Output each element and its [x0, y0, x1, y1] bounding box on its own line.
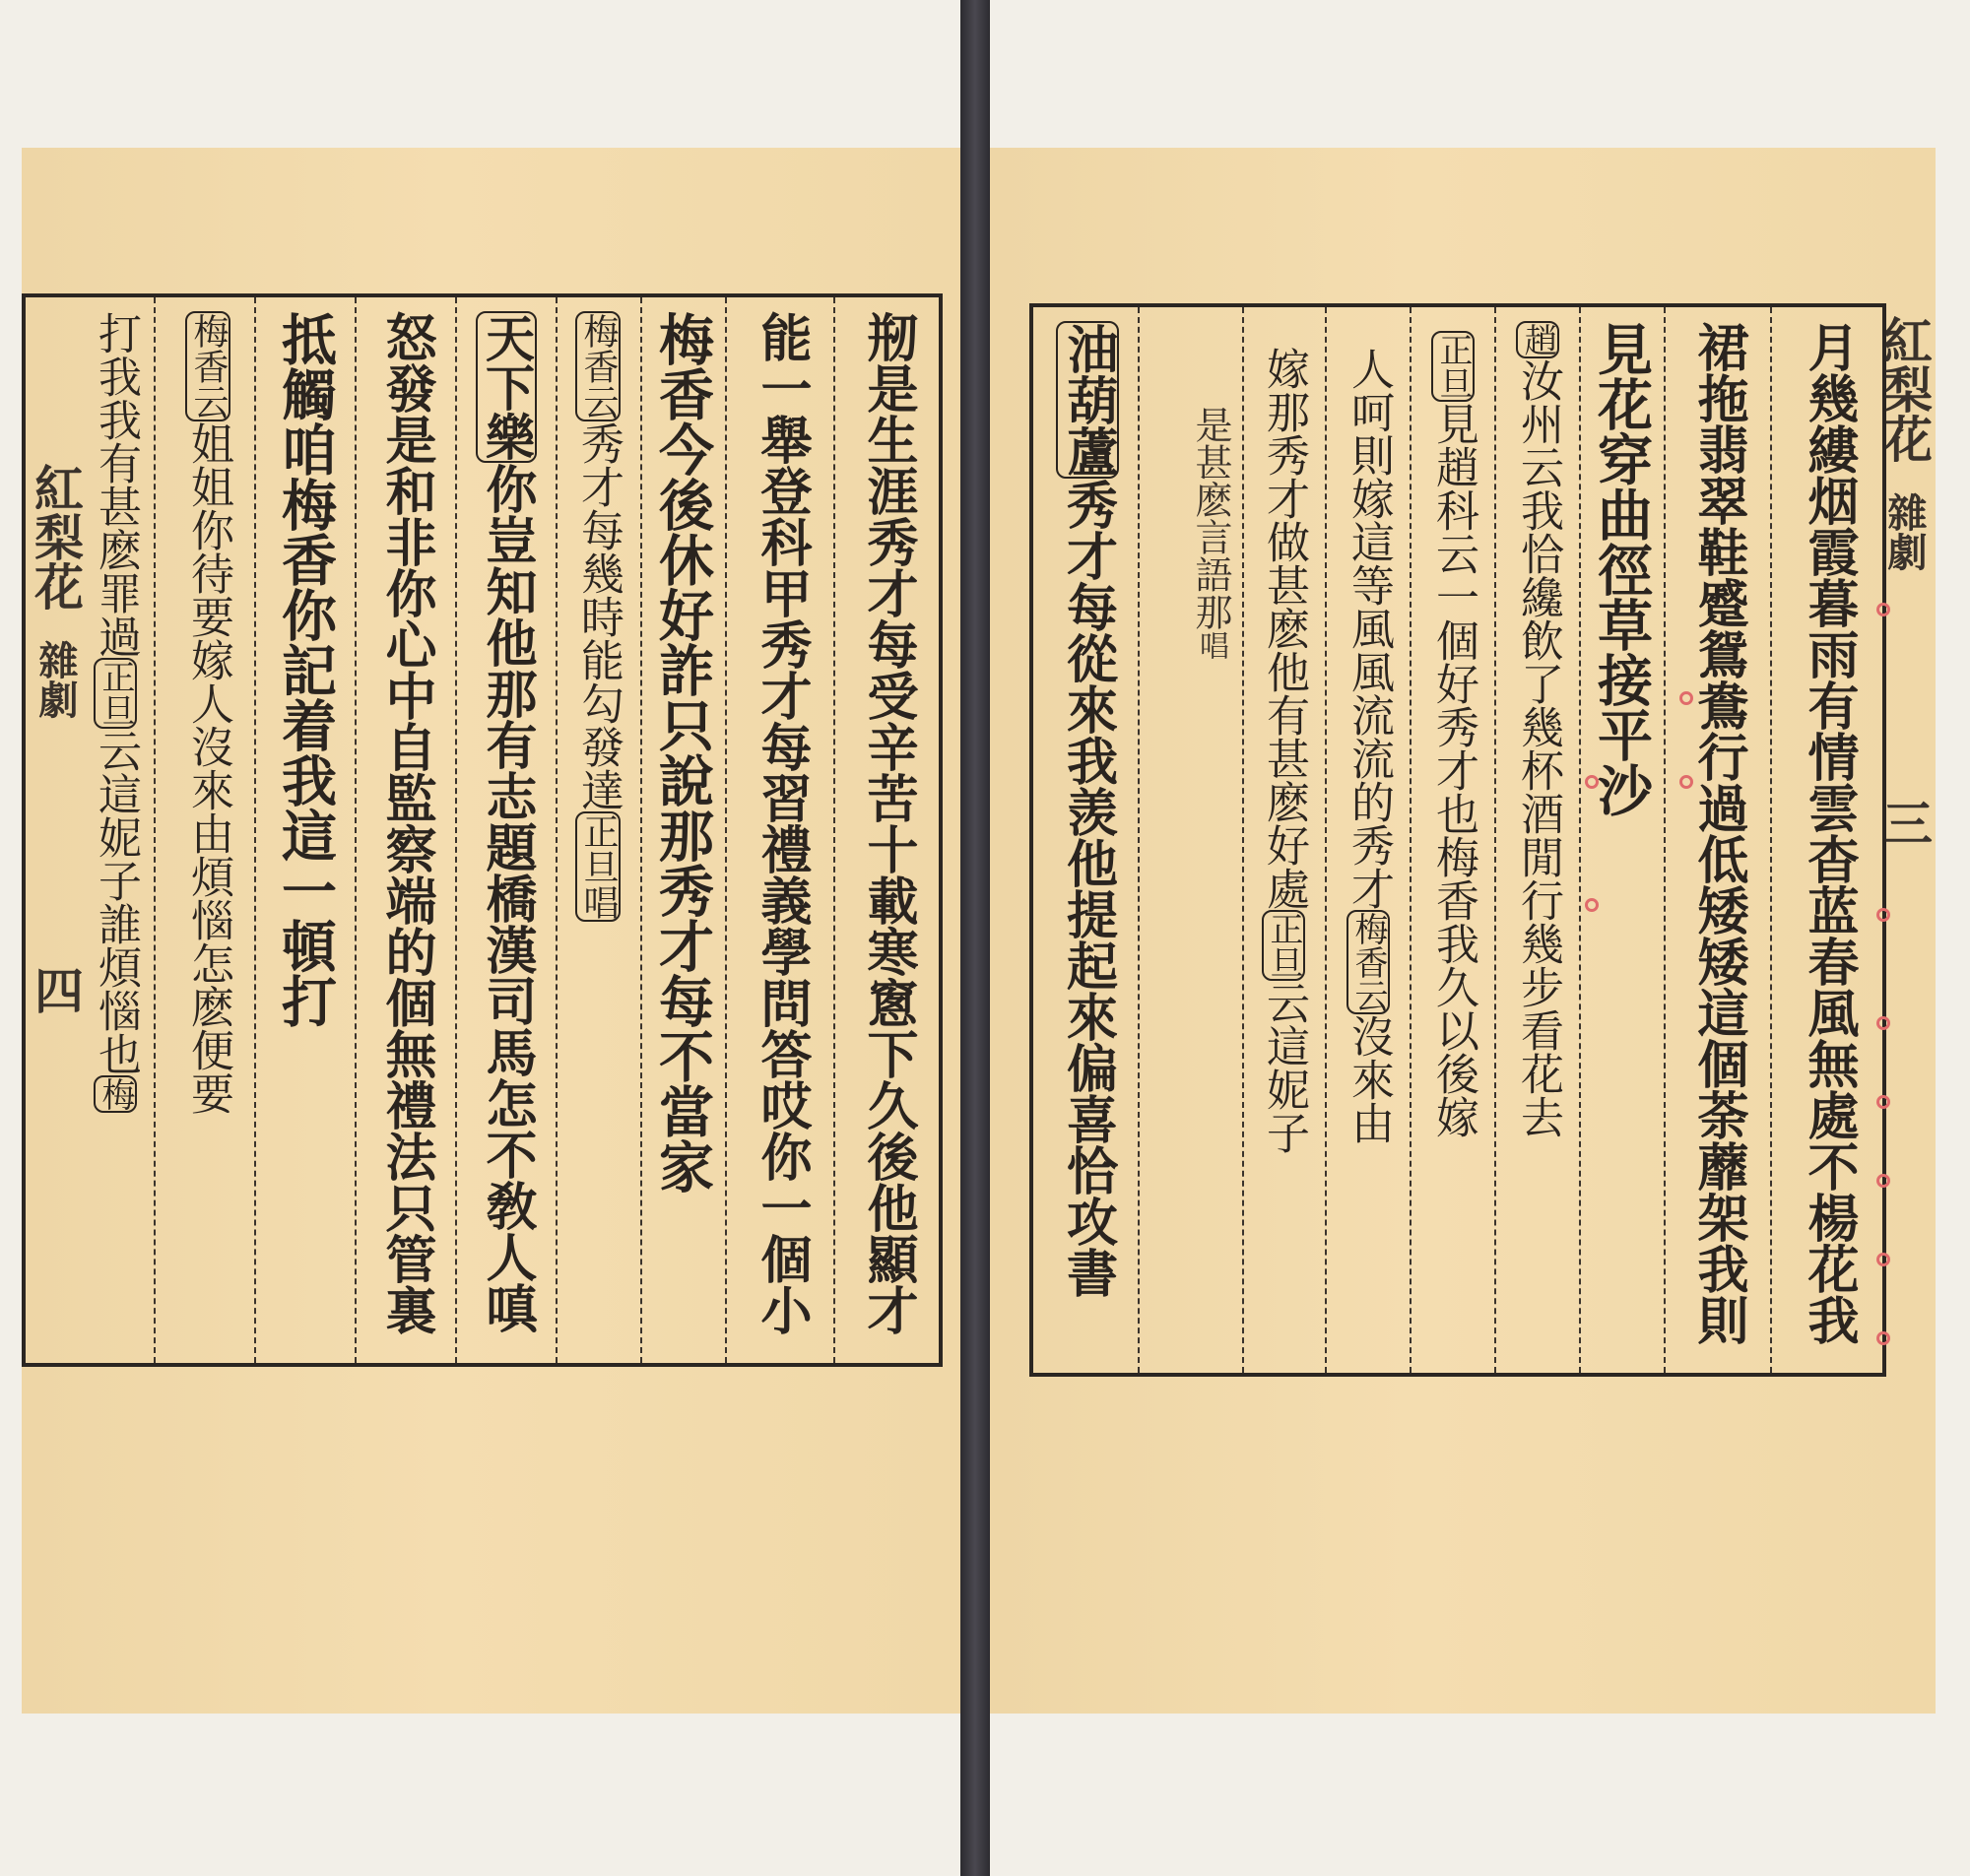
- left-column-1: [77, 297, 154, 1363]
- stage-note: 正旦: [1433, 333, 1473, 400]
- tune-title: 天下樂: [478, 313, 536, 461]
- right-column-4: [1329, 307, 1408, 1373]
- column-text: 秀才每幾時能勾發達: [573, 421, 624, 811]
- right-column-6: [1498, 307, 1577, 1373]
- punctuation-mark: [1585, 775, 1599, 789]
- column-text: 抵觸咱梅香你記着我這一頓打: [273, 311, 338, 1028]
- right-page-number: 三: [1875, 798, 1934, 847]
- punctuation-mark: [1876, 1095, 1890, 1109]
- stage-note: 梅香云: [575, 311, 621, 421]
- column-text: 姐姐你待要嫁人沒來由煩惱怎麽便要: [183, 421, 233, 1115]
- column-text: 見趙科云一個好秀才也梅香我久以後嫁: [1428, 402, 1478, 1138]
- right-page: [990, 148, 1936, 1714]
- right-column-1: [1039, 307, 1136, 1373]
- left-column-4: [359, 297, 453, 1363]
- column-text: 怒發是和非你心中自監察端的個無禮法只管裏: [376, 311, 436, 1335]
- column-text: 人呵則嫁這等風風流流的秀才: [1344, 347, 1394, 910]
- stage-note: 梅: [96, 1077, 135, 1111]
- column-text: 梅香今後休好詐只說那秀才每不當家: [650, 311, 715, 1194]
- right-section-title: 雜劇: [1881, 492, 1928, 571]
- right-column-8: [1668, 307, 1768, 1373]
- right-book-title: 紅梨花: [1875, 315, 1934, 463]
- column-text: 裙拖翡翠鞋蹙鴛鴦行過低矮矮這個荼蘼架我則: [1688, 321, 1748, 1345]
- left-column-6: [558, 297, 638, 1363]
- right-column-7: [1581, 307, 1662, 1373]
- stage-note: 梅香云: [1348, 912, 1388, 1012]
- column-text: 是甚麽言語那: [1189, 406, 1232, 630]
- stage-note: 正旦: [96, 660, 135, 727]
- stage-note: 趙: [1518, 323, 1557, 356]
- column-text: 月幾縷烟霞暮雨有情雲杳蓝春風無處不楊花我: [1799, 321, 1859, 1345]
- punctuation-mark: [1876, 908, 1890, 922]
- column-text: 你豈知他那有志題橋漢司馬怎不敎人嗔: [477, 463, 537, 1333]
- book-gutter: [960, 0, 990, 1876]
- stage-note: 正旦唱: [575, 811, 621, 922]
- punctuation-mark: [1679, 691, 1693, 705]
- column-text: 汝州云我恰纔飲了幾杯酒閒行幾步看花去: [1513, 358, 1563, 1138]
- left-page: [22, 148, 960, 1714]
- punctuation-mark: [1679, 775, 1693, 789]
- left-column-3: [258, 297, 353, 1363]
- column-text: 云這妮子誰煩惱也: [91, 729, 141, 1075]
- left-book-title: 紅梨花: [27, 463, 85, 611]
- column-text: 沒來由: [1344, 1014, 1394, 1144]
- left-page-number: 四: [27, 965, 85, 1014]
- column-text: 見花穿曲徑草接平沙: [1589, 321, 1654, 817]
- column-text: 秀才每從來我羡他提起來偏喜恰攻書: [1057, 479, 1118, 1298]
- left-text-frame: [22, 293, 943, 1367]
- punctuation-mark: [1876, 1016, 1890, 1030]
- column-text: 嫁那秀才做甚麽他有甚麽好處: [1259, 347, 1309, 910]
- left-column-5: [459, 297, 554, 1363]
- column-text: 云這妮子: [1259, 981, 1309, 1154]
- column-text: 能一舉登科甲秀才每習禮義學問答哎你一個小: [752, 311, 812, 1335]
- right-column-3: [1244, 307, 1323, 1373]
- left-column-8: [731, 297, 831, 1363]
- right-column-9: [1774, 307, 1882, 1373]
- stage-note: 唱: [1194, 630, 1228, 660]
- punctuation-mark: [1876, 1174, 1890, 1188]
- right-text-frame: [1029, 303, 1886, 1377]
- tune-title: 油葫蘆: [1058, 323, 1118, 477]
- stage-note: 梅香云: [185, 311, 230, 421]
- column-text: 剏是生涯秀才每受辛苦十載寒窻下久後他顯才: [858, 311, 918, 1335]
- punctuation-mark: [1585, 898, 1599, 912]
- left-section-title: 雜劇: [33, 640, 79, 719]
- stage-note: 正旦: [1264, 912, 1303, 979]
- punctuation-mark: [1876, 1331, 1890, 1345]
- right-column-2: [1181, 307, 1240, 1373]
- right-column-5: [1413, 307, 1492, 1373]
- column-text: 打我我有甚麽罪過: [91, 311, 141, 658]
- punctuation-mark: [1876, 603, 1890, 616]
- left-column-7: [642, 297, 723, 1363]
- punctuation-mark: [1876, 1253, 1890, 1266]
- left-column-9: [835, 297, 940, 1363]
- left-column-2: [164, 297, 252, 1363]
